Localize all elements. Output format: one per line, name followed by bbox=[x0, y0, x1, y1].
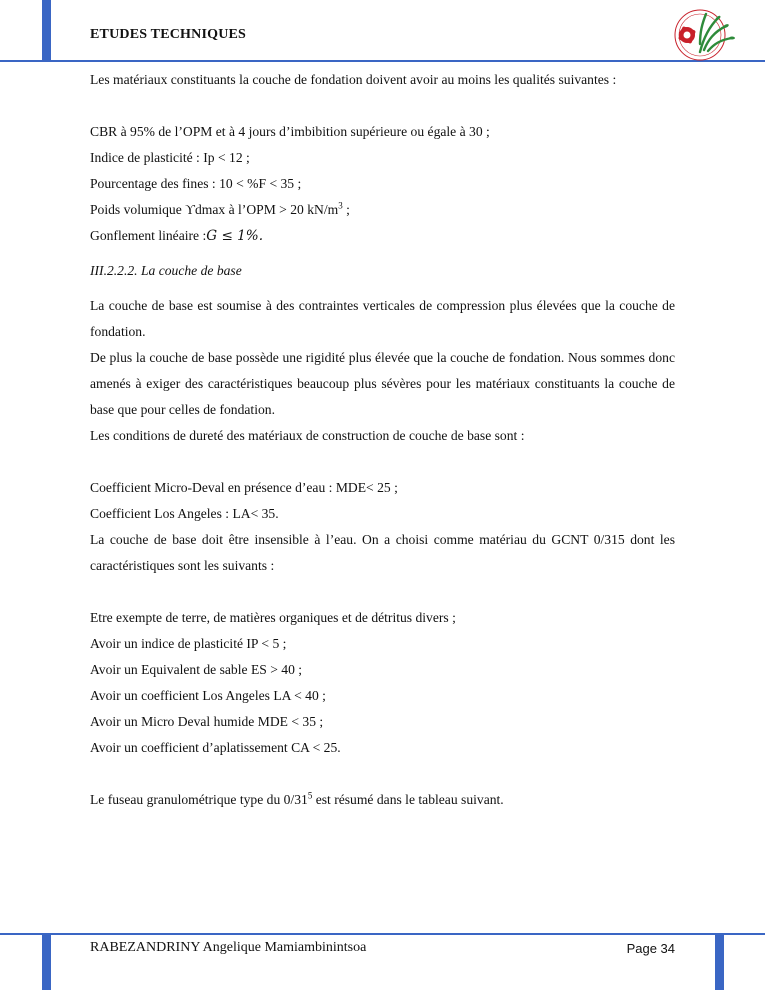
paragraph: La couche de base doit être insensible à l’eau. On a choisi comme matériau du GCNT 0/315 dont les caractéristiques sont les suivants : bbox=[90, 532, 675, 573]
list-item: Etre exempte de terre, de matières organiques et de détritus divers ; bbox=[90, 610, 456, 625]
list-item: Avoir un Equivalent de sable ES > 40 ; bbox=[90, 662, 303, 677]
intro-text: Les matériaux constituants la couche de fondation doivent avoir au moins les qualités suivantes : bbox=[90, 72, 617, 87]
list-item: Indice de plasticité : Ip < 12 ; bbox=[90, 150, 250, 165]
list-item: Avoir un indice de plasticité IP < 5 ; bbox=[90, 636, 287, 651]
list-item: Coefficient Los Angeles : LA< 35. bbox=[90, 506, 279, 521]
footer-left-bar bbox=[42, 933, 51, 990]
paragraph: La couche de base est soumise à des contraintes verticales de compression plus élevées que la couche de fondation. bbox=[90, 298, 675, 339]
list-item: Avoir un Micro Deval humide MDE < 35 ; bbox=[90, 714, 324, 729]
footer-author: RABEZANDRINY Angelique Mamiambinintsoa bbox=[90, 940, 367, 955]
header-title: ETUDES TECHNIQUES bbox=[90, 27, 247, 42]
list-item: Coefficient Micro-Deval en présence d’eau : MDE< 25 ; bbox=[90, 480, 398, 495]
list-item: Pourcentage des fines : 10 < %F < 35 ; bbox=[90, 176, 302, 191]
list-item: Poids volumique ϒdmax à l’OPM > 20 $kN/m^3$ ; bbox=[90, 200, 350, 217]
header-rule bbox=[0, 60, 765, 62]
list-item: Avoir un coefficient Los Angeles LA < 40 ; bbox=[90, 688, 326, 703]
page-number: Page 34 bbox=[626, 941, 675, 956]
university-seal-icon bbox=[670, 4, 740, 62]
list-item: CBR à 95% de l’OPM et à 4 jours d’imbibition supérieure ou égale à 30 ; bbox=[90, 124, 490, 139]
paragraph: De plus la couche de base possède une rigidité plus élevée que la couche de fondation. Nous sommes donc amenés à exiger des caractéristiques beaucoup plus sévères pour les matériaux constituants la couche de base que pour celles de fondation. bbox=[90, 350, 675, 417]
list-item: Avoir un coefficient d’aplatissement CA < 25. bbox=[90, 740, 341, 755]
paragraph: Le fuseau granulométrique type du $0/31^5$ est résumé dans le tableau suivant. bbox=[90, 790, 504, 807]
page-body bbox=[90, 67, 675, 813]
header-left-bar bbox=[42, 0, 51, 60]
list-item: Gonflement linéaire :G ≤ 1%. bbox=[90, 228, 264, 244]
footer-rule bbox=[0, 933, 765, 935]
paragraph: Les conditions de dureté des matériaux de construction de couche de base sont : bbox=[90, 428, 525, 443]
footer-right-bar bbox=[715, 933, 724, 990]
section-heading: III.2.2.2. La couche de base bbox=[90, 263, 242, 278]
